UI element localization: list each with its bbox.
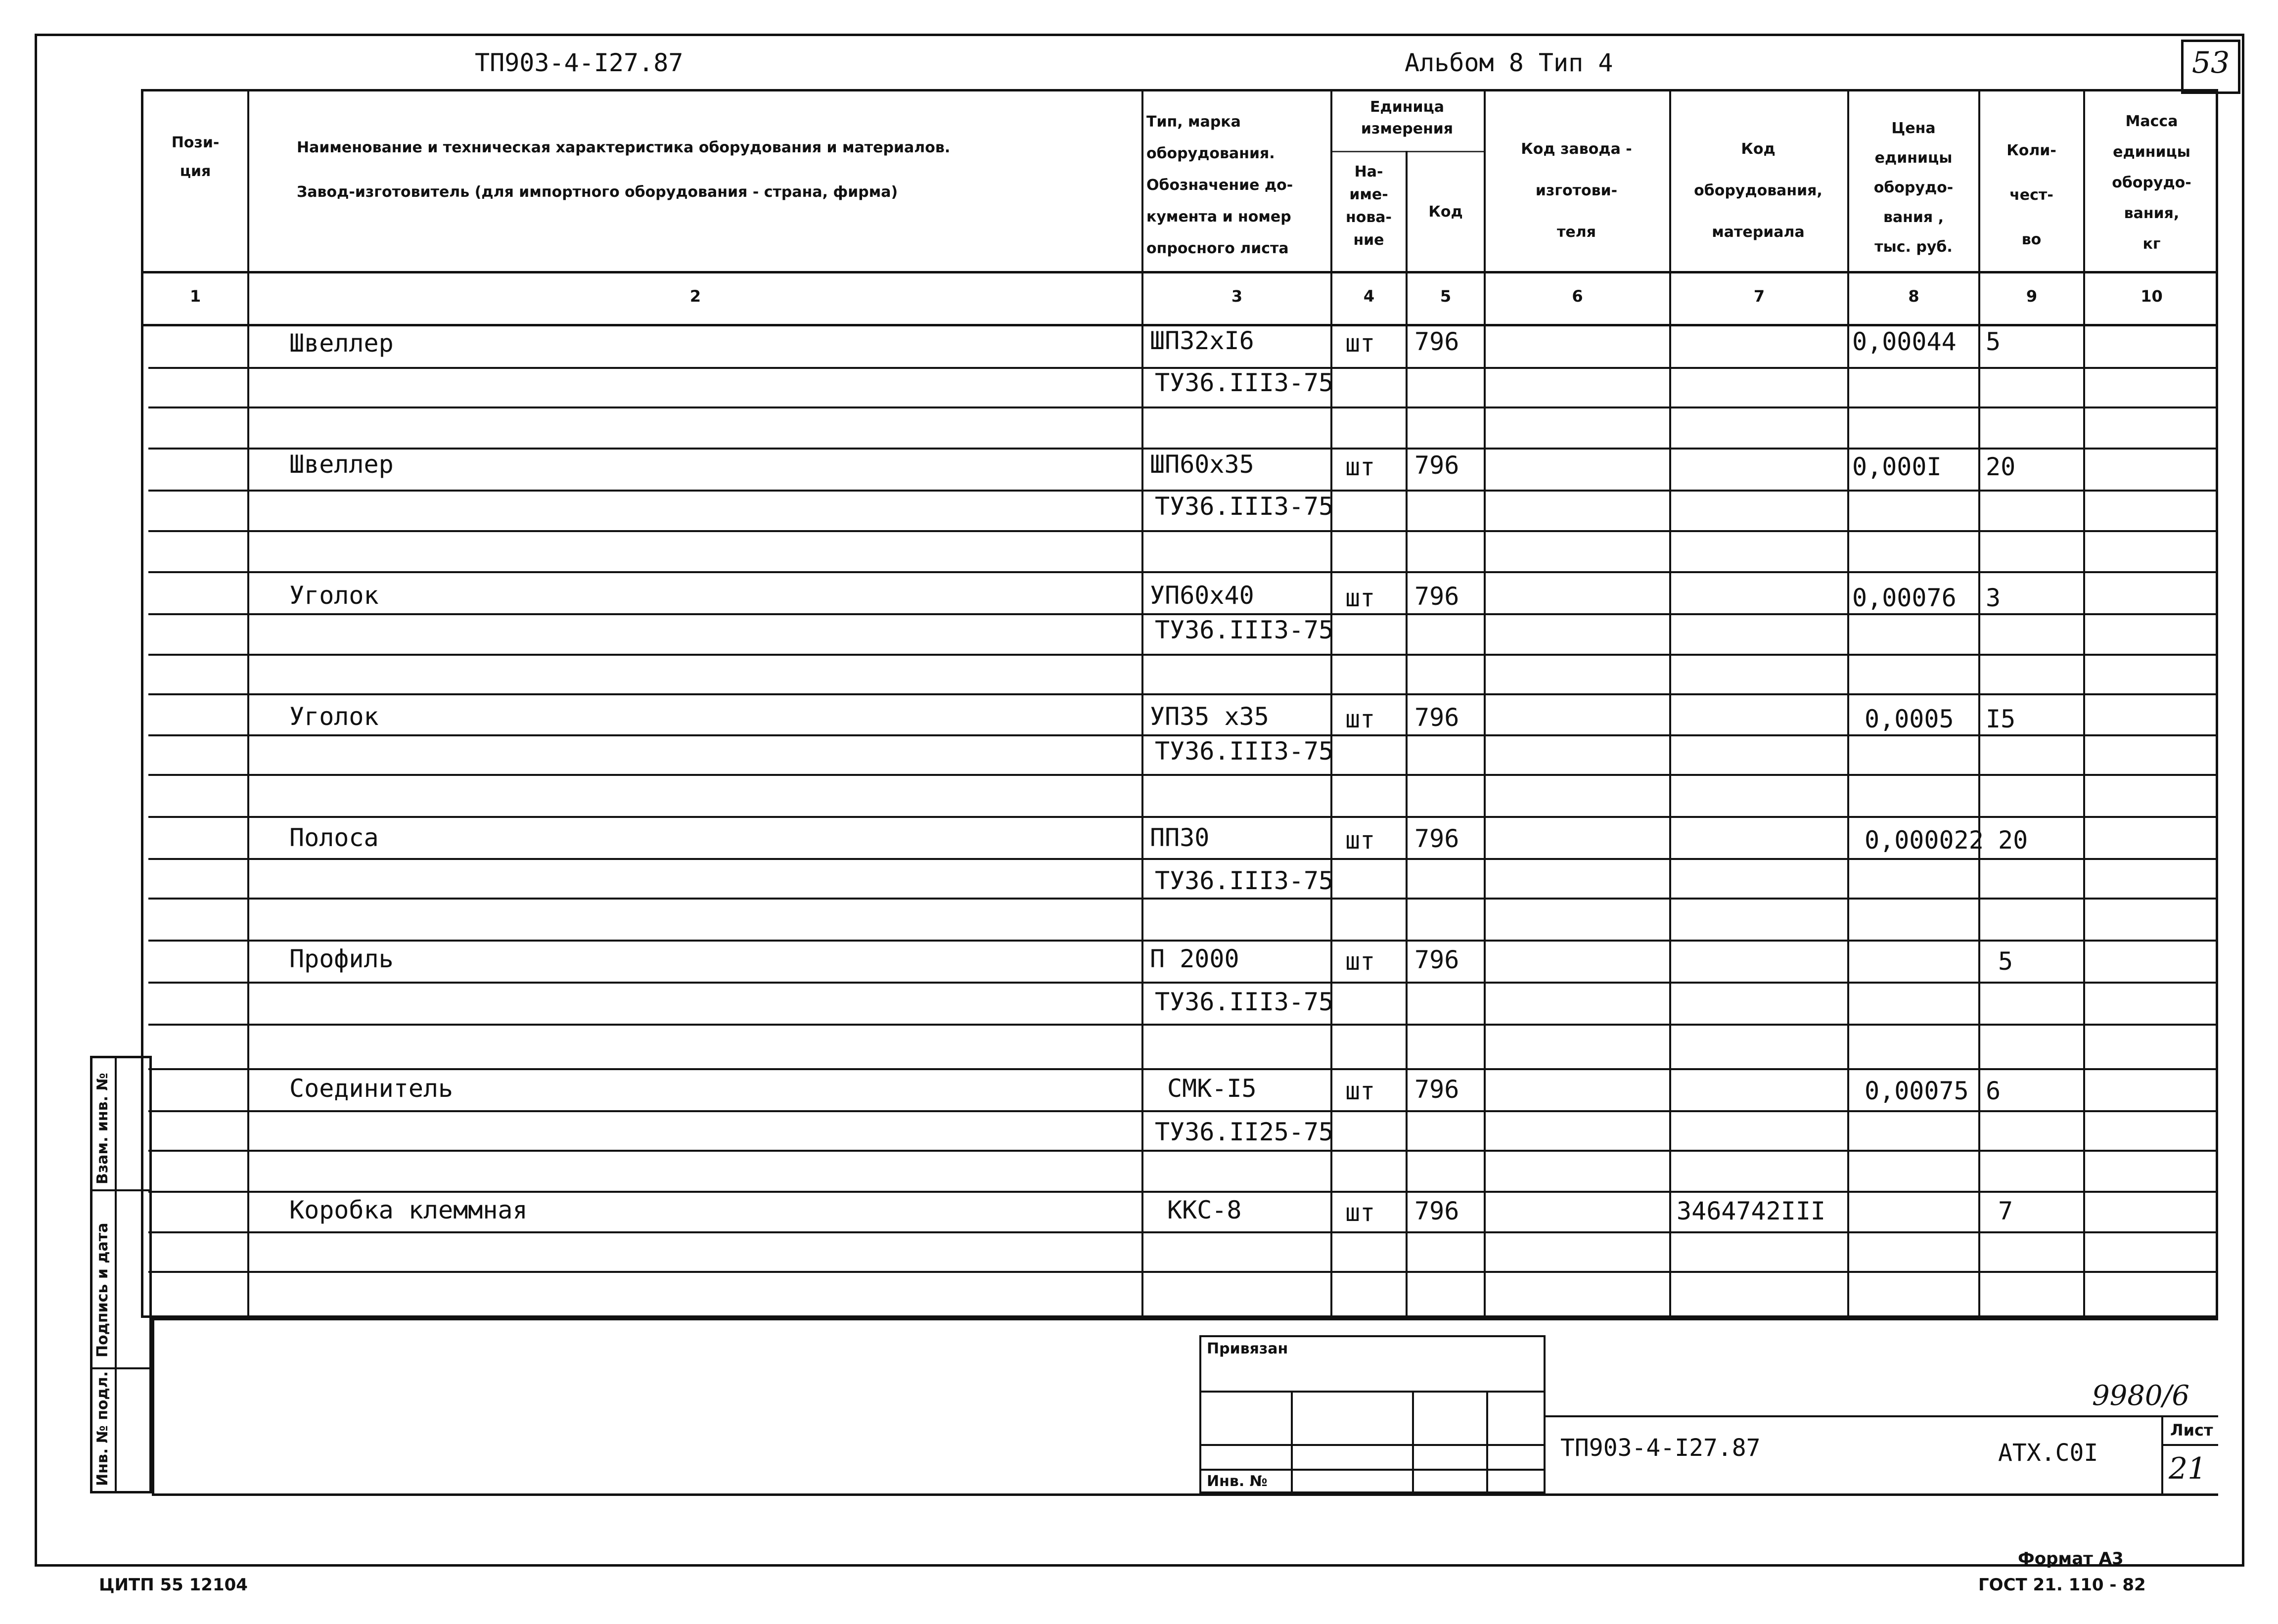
- footer-gost: ГОСТ 21. 110 - 82: [1978, 1575, 2146, 1595]
- privyazan-line-3: [1199, 1469, 1546, 1471]
- item-unit-code: 796: [1414, 582, 1459, 611]
- item-unit-code: 796: [1414, 703, 1459, 732]
- item-unit: шт: [1345, 1198, 1375, 1227]
- row-separator: [148, 1231, 2218, 1233]
- item-name: Уголок: [289, 581, 379, 610]
- item-qty: 7: [1998, 1197, 2013, 1225]
- row-separator: [148, 1150, 2218, 1152]
- header-price: Цена единицы оборудо- вания , тыс. руб.: [1873, 120, 1954, 256]
- side-label-vzam: Взам. инв. №: [94, 1073, 111, 1184]
- item-qty: 5: [1986, 327, 2001, 356]
- list-box-line: [2161, 1444, 2218, 1446]
- row-separator: [148, 1271, 2218, 1273]
- col-number: 2: [689, 287, 701, 306]
- row-separator: [148, 982, 2218, 984]
- col-number: 7: [1753, 287, 1765, 306]
- item-name: Уголок: [289, 702, 379, 731]
- header-type: Тип, марка оборудования. Обозначение до- кумента и номер опросного листа: [1146, 113, 1293, 257]
- row-separator: [148, 530, 2218, 532]
- item-price: 0,00076: [1852, 584, 1957, 612]
- row-separator: [148, 898, 2218, 900]
- item-unit: шт: [1345, 705, 1375, 733]
- side-label-podpis: Подпись и дата: [94, 1222, 111, 1357]
- item-type: П 2000: [1150, 945, 1239, 973]
- item-unit-code: 796: [1414, 1197, 1459, 1225]
- row-separator: [148, 734, 2218, 736]
- header-factory-code: Код завода - изготови- теля: [1521, 140, 1632, 241]
- row-separator: [148, 858, 2218, 860]
- row-separator: [148, 654, 2218, 656]
- item-unit-code: 796: [1414, 1075, 1459, 1104]
- item-qty: 20: [1986, 452, 2016, 481]
- title-block-bottom: [152, 1493, 2218, 1496]
- item-price: 0,000І: [1852, 452, 1942, 481]
- header-name-1: Наименование и техническая характеристика оборудования и материалов.: [297, 139, 951, 156]
- item-type: СМК-І5: [1167, 1074, 1257, 1103]
- header-unit: Единица измерения: [1361, 98, 1454, 137]
- row-separator: [148, 816, 2218, 818]
- item-name: Коробка клеммная: [289, 1196, 528, 1224]
- col-line-5: [1484, 89, 1486, 1318]
- stamp-doc-code: ТП903-4-І27.87: [1560, 1434, 1761, 1462]
- item-unit: шт: [1345, 826, 1375, 855]
- stamp-line: [1546, 1415, 2218, 1417]
- item-standard: ТУ36.ІІІ3-75: [1155, 616, 1334, 644]
- item-name: Профиль: [289, 945, 394, 973]
- row-separator: [148, 490, 2218, 492]
- row-separator: [148, 693, 2218, 695]
- col-number: 4: [1363, 287, 1375, 306]
- header-mass: Масса единицы оборудо- вания, кг: [2112, 113, 2191, 253]
- header-unit-code: Код: [1428, 203, 1463, 221]
- col-number: 9: [2026, 287, 2038, 306]
- item-unit-code: 796: [1414, 946, 1459, 974]
- col-line-9: [2083, 89, 2085, 1318]
- item-name: Швеллер: [289, 450, 394, 479]
- header-position: Пози- ция: [171, 134, 220, 180]
- row-separator: [148, 1024, 2218, 1026]
- item-standard: ТУ36.ІІІ3-75: [1155, 866, 1334, 895]
- doc-code-title: ТП903-4-І27.87: [475, 48, 683, 77]
- item-unit-code: 796: [1414, 327, 1459, 356]
- inv-no-label: Инв. №: [1207, 1473, 1268, 1490]
- item-qty: 6: [1986, 1077, 2001, 1105]
- item-type: УП35 х35: [1150, 702, 1269, 731]
- list-label: Лист: [2170, 1421, 2213, 1440]
- side-strip-divider: [115, 1056, 117, 1493]
- row-separator: [148, 406, 2218, 408]
- item-price: 0,000022: [1865, 826, 1984, 855]
- side-strip-line-2: [90, 1367, 152, 1369]
- col-number: 8: [1908, 287, 1919, 306]
- col-number: 5: [1440, 287, 1452, 306]
- item-standard: ТУ36.ІІ25-75: [1155, 1118, 1334, 1146]
- privyazan-line-1: [1199, 1391, 1546, 1393]
- row-separator: [148, 448, 2218, 450]
- item-name: Соединитель: [289, 1074, 454, 1103]
- col-line-8: [1978, 89, 1980, 1318]
- col-line-6: [1669, 89, 1671, 1318]
- privyazan-label: Привязан: [1207, 1340, 1288, 1357]
- item-unit: шт: [1345, 947, 1375, 976]
- item-type: ШП32хІ6: [1150, 326, 1254, 355]
- footer-format: Формат А3: [2018, 1549, 2124, 1569]
- col-line-7: [1847, 89, 1849, 1318]
- row-separator: [148, 571, 2218, 573]
- item-standard: ТУ36.ІІІ3-75: [1155, 988, 1334, 1016]
- side-label-inv: Инв. № подл.: [94, 1371, 111, 1486]
- item-unit: шт: [1345, 584, 1375, 612]
- header-name-2: Завод-изготовитель (для импортного оборудования - страна, фирма): [297, 183, 898, 201]
- col-number: 1: [189, 287, 201, 306]
- title-block-top: [152, 1318, 2218, 1320]
- privyazan-vline-3: [1486, 1391, 1488, 1493]
- item-price: 0,00075: [1865, 1077, 1969, 1105]
- item-standard: ТУ36.ІІІ3-75: [1155, 492, 1334, 521]
- privyazan-vline-2: [1412, 1391, 1414, 1493]
- corner-number: 53: [2191, 45, 2230, 80]
- header-bottom-line: [141, 271, 2218, 273]
- privyazan-vline-1: [1291, 1391, 1293, 1493]
- row-separator: [148, 940, 2218, 942]
- item-unit: шт: [1345, 329, 1375, 358]
- row-separator: [148, 774, 2218, 776]
- item-type: ККС-8: [1167, 1196, 1242, 1224]
- row-separator: [148, 1110, 2218, 1112]
- title-block-left: [152, 1318, 154, 1493]
- stamp-number: 9980/6: [2092, 1380, 2190, 1412]
- item-qty: 5: [1998, 947, 2013, 976]
- item-type: ПП30: [1150, 823, 1210, 852]
- col-number: 6: [1572, 287, 1583, 306]
- item-equipment-code: 3464742ІІІ: [1677, 1197, 1826, 1225]
- item-unit-code: 796: [1414, 451, 1459, 480]
- item-name: Полоса: [289, 823, 379, 852]
- side-strip-line-1: [90, 1189, 152, 1191]
- item-type: ШП60х35: [1150, 450, 1254, 479]
- col-number: 3: [1231, 287, 1243, 306]
- item-unit-code: 796: [1414, 824, 1459, 853]
- privyazan-line-2: [1199, 1444, 1546, 1446]
- stamp-sheet-code: АТХ.С0І: [1998, 1439, 2098, 1467]
- header-equipment-code: Код оборудования, материала: [1694, 140, 1822, 241]
- item-name: Швеллер: [289, 329, 394, 358]
- item-standard: ТУ36.ІІІ3-75: [1155, 368, 1334, 397]
- header-unit-name: На- име- нова- ние: [1345, 163, 1392, 249]
- item-unit: шт: [1345, 1077, 1375, 1105]
- list-value: 21: [2169, 1451, 2207, 1486]
- col-line-2: [1141, 89, 1143, 1318]
- item-price: 0,0005: [1865, 705, 1954, 733]
- item-qty: 20: [1998, 826, 2028, 855]
- row-separator: [148, 1191, 2218, 1193]
- row-separator: [148, 613, 2218, 615]
- header-quantity: Коли- чест- во: [2006, 142, 2056, 248]
- footer-left: ЦИТП 55 12104: [99, 1575, 248, 1595]
- col-line-1: [247, 89, 249, 1318]
- item-standard: ТУ36.ІІІ3-75: [1155, 737, 1334, 766]
- item-price: 0,00044: [1852, 327, 1957, 356]
- item-qty: І5: [1986, 705, 2016, 733]
- item-qty: 3: [1986, 584, 2001, 612]
- item-type: УП60х40: [1150, 581, 1254, 610]
- row-separator: [148, 1068, 2218, 1070]
- item-unit: шт: [1345, 452, 1375, 481]
- album-title: Альбом 8 Тип 4: [1405, 48, 1613, 77]
- col-number: 10: [2141, 287, 2163, 306]
